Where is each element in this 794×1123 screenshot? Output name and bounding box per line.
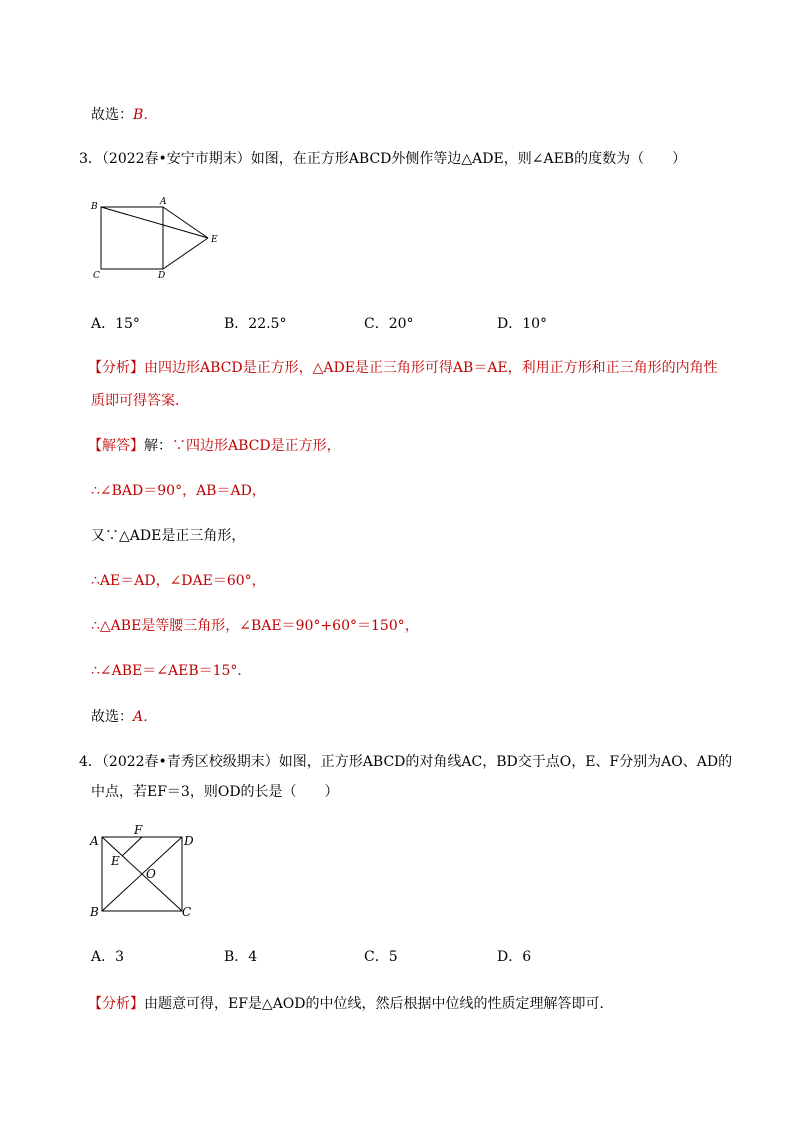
label-e: E <box>111 854 120 868</box>
label-a: A <box>160 197 167 207</box>
solution-line-5: ∴∠ABE＝∠AEB＝15°． <box>91 663 252 679</box>
label-a: A <box>90 834 99 848</box>
segment-be <box>101 207 208 238</box>
q3-options <box>0 313 794 333</box>
q3-text: （2022春•安宁市期末）如图，在正方形ABCD外侧作等边△ADE，则∠AEB的度数为（ ） <box>101 151 687 167</box>
label-b: B <box>91 202 98 212</box>
segment-ef <box>122 837 142 856</box>
answer-label: 故选： <box>91 709 133 725</box>
side-de <box>163 238 208 269</box>
analysis-text: 由题意可得，EF是△AOD的中位线，然后根据中位线的性质定理解答即可． <box>144 996 614 1012</box>
q3-stem <box>79 148 686 168</box>
solution-tag: 【解答】 <box>88 438 144 454</box>
q4-stem <box>79 751 732 771</box>
analysis-line-1: 由四边形ABCD是正方形，△ADE是正三角形可得AB＝AE，利用正方形和正三角形的内角性 <box>144 360 718 376</box>
solution-line-3: ∴AE＝AD，∠DAE＝60°， <box>91 573 266 589</box>
answer-label: 故选： <box>91 107 133 123</box>
q4-text: （2022春•青秀区校级期末）如图，正方形ABCD的对角线AC，BD交于点O，E、F分别为AO、AD的 <box>101 754 733 770</box>
answer-value: A． <box>133 709 158 725</box>
label-c: C <box>182 905 192 919</box>
analysis-tag: 【分析】 <box>88 996 144 1012</box>
q3-figure <box>88 196 228 286</box>
q3-analysis <box>88 357 718 377</box>
q4-option-c: C．5 <box>364 949 398 965</box>
q4-option-a: A．3 <box>91 949 125 965</box>
solution-line-4: ∴△ABE是等腰三角形，∠BAE＝90°+60°＝150°， <box>91 618 419 634</box>
q4-options <box>0 946 794 966</box>
q3-number: 3． <box>79 151 102 167</box>
q4-analysis <box>88 993 614 1013</box>
q4-number: 4． <box>79 754 102 770</box>
q3-solution <box>88 435 341 455</box>
q3-option-d: D．10° <box>497 316 548 332</box>
q4-figure <box>88 823 198 923</box>
label-b: B <box>90 905 99 919</box>
answer-value: B． <box>133 107 158 123</box>
q3-answer <box>91 706 157 726</box>
top-answer <box>91 104 157 124</box>
label-d: D <box>184 834 194 848</box>
analysis-tag: 【分析】 <box>88 360 144 376</box>
solution-prefix: 解： <box>144 438 172 454</box>
label-c: C <box>93 271 100 281</box>
label-o: O <box>146 867 156 881</box>
side-ae <box>163 207 208 238</box>
solution-line-1: ∴∠BAD＝90°，AB＝AD， <box>91 483 266 499</box>
q3-analysis-cont: 质即可得答案． <box>91 393 189 409</box>
q4-stem-cont: 中点，若EF＝3，则OD的长是（ ） <box>91 784 339 800</box>
label-d: D <box>158 271 166 281</box>
label-f: F <box>134 823 143 837</box>
q3-option-b: B．22.5° <box>224 316 287 332</box>
q4-option-b: B．4 <box>224 949 258 965</box>
solution-line-2: 又∵△ADE是正三角形， <box>91 528 246 544</box>
q4-option-d: D．6 <box>497 949 532 965</box>
q3-option-c: C．20° <box>364 316 414 332</box>
solution-line-0: ∵四边形ABCD是正方形， <box>172 438 341 454</box>
label-e: E <box>211 235 218 245</box>
q3-option-a: A．15° <box>91 316 140 332</box>
